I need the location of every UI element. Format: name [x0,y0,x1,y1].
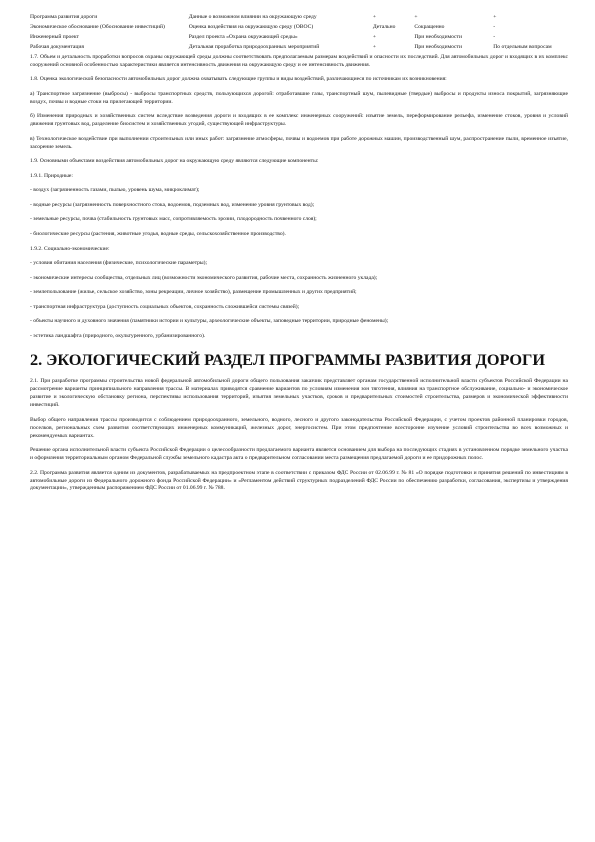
table-cell: + [372,33,376,40]
paragraph: в) Технологическое воздействие при выполнении строительных или иных работ: загрязнение атмосферы, почвы и водоемов при работе дорожных машин, производственный шум, распространение пыли, временное изъятие, засорение земель. [30,135,568,150]
paragraph: - условия обитания населения (физические, психологические параметры); [30,260,208,267]
paragraph: - объекты научного и духовного значения (памятники истории и культуры, археологические объекты, заповедные территории, природные феномены); [30,318,389,325]
table-row [30,14,568,24]
paragraph: - воздух (загрязненность газами, пылью, уровень шума, микроклимат); [30,187,200,194]
table-cell: Данные о возможном влиянии на окружающую среду [188,14,317,20]
table-cell: Раздел проекта «Охрана окружающей среды» [188,33,298,40]
paragraph: - водные ресурсы (загрязненность поверхностного стока, водоемов, подземных вод, изменение уровня грунтовых вод); [30,201,315,208]
table-cell: При необходимости [414,43,462,50]
paragraph: - землепользование (жилье, сельское хозяйство, зоны рекреации, личное хозяйство), размещение промышленных и других предприятий; [30,289,357,296]
table-cell: + [372,14,376,20]
paragraph: - биологические ресурсы (растения, животные угодья, водные среды, сельскохозяйственное производство). [30,231,286,237]
paragraph: 2.2. Программа развития является одним из документов, разрабатываемых на предпроектном этапе в соответствии с приказом ФДС России от 02.06.99 г. № 81 «О порядке подготовки и принятия решений по инвестициям в автомобильные дороги из Федерального дорожного фонда Российской Федерации» и «Регламентом действий структурных подразделений ФДС России по обеспечению разработки, согласования, экспертизы и утверждения документации», утвержденным распоряжением ФДС России от 01.06.99 г. № 788. [30,469,568,492]
paragraph: 1.8. Оценка экологической безопасности автомобильных дорог должна охватывать следующие группы и виды воздействий, различающиеся по источникам их возникновения: [30,76,447,83]
paragraph: Выбор общего направления трассы производится с соблюдением природоохранного, земельного, водного, лесного и другого законодательства Российской Федерации, с учетом проектов районной планировки городов, поселков, региональных схем развития соответствующих инженерных коммуникаций, железных дорог, энергосистем. При этом предпочтение всесторонне изучение условий строительства во всех возможных и рекомендуемых вариантах. [30,416,568,439]
stages-table-body [30,14,568,54]
table-row [30,44,568,54]
paragraph: Решение органа исполнительной власти субъекта Российской Федерации о целесообразности предлагаемого варианта является основанием для выбора на последующих стадиях в установленном порядке земельного участка и оформления территориальным органом Федеральной службы земельного кадастра акта о предварительном согласовании места размещения предлагаемой дороги и ее придорожных полос. [30,447,568,462]
table-cell: Сокращенно [414,23,445,30]
table-cell: Оценка воздействия на окружающую среду (ОВОС) [188,23,314,30]
paragraph: - земельные ресурсы, почва (стабильность грунтовых масс, сопротивляемость эрозии, плодородность почвенного слоя); [30,216,317,223]
table-cell: + [372,43,376,50]
table-row [30,34,568,44]
table-cell: По отдельным вопросам [493,43,552,50]
table-cell: Детально [372,23,396,30]
table-cell: + [493,14,497,20]
table-cell: + [414,14,418,20]
paragraph: б) Изменения природных и хозяйственных систем вследствие возведения дороги и входящих в ее комплекс инженерных сооружений: изъятие земель, переформирование рельефа, изменение стоков, уровня и условий движения грунтовых вод, разделение биосистем и хозяйственных угодий, существующей инфраструктуры. [30,113,568,128]
paragraph: - эстетика ландшафта (природного, окультуренного, урбанизированного). [30,332,206,339]
paragraph: - транспортная инфраструктура (доступность социальных объектов, сохранность сложившейся системы связей); [30,303,300,310]
table-cell: При необходимости [414,33,462,40]
stages-table [30,14,568,54]
table-cell: - [493,33,496,40]
section-2-paragraphs [30,378,568,493]
paragraph: 1.9.1. Природные: [30,172,73,179]
paragraph: 1.7. Объем и детальность проработки вопросов охраны окружающей среды должны соответствовать предполагаемым размерам воздействий и опасности их последствий. Для автомобильных дорог и входящих в их комплекс сооружений основной особенностью характеристики является интенсивность движения на окружающую среду и ее интенсивность движения. [30,53,568,68]
table-cell: Экономическое обоснование (Обоснование инвестиций) [30,23,165,30]
paragraph: 2.1. При разработке программы строительства новой федеральной автомобильной дороги общего пользования заказчик представляет органам государственной исполнительной власти субъектов Российской Федерации на рассмотрение варианты принципиального направления трассы. В материалах приводятся сравнение вариантов по условиям изменения зон тяготения, влияния на транспортное обслуживание, социально- и экономическое развитие и экологическую обстановку региона, перспективы использования территорий, изъятия земельных участков, сроков и предварительных стоимостей строительства, размеров и экономической эффективности инвестиций. [30,378,568,409]
paragraph: 1.9.2. Социально-экономические: [30,245,110,252]
table-cell: Программа развития дороги [30,14,98,20]
table-cell: Рабочая документация [30,43,84,50]
section-1-paragraphs [30,54,568,341]
paragraph: 1.9. Основными объектами воздействия автомобильных дорог на окружающую среду являются следующие компоненты: [30,158,319,165]
paragraph: а) Транспортное загрязнение (выбросы) - выбросы транспортных средств, пользующихся дорогой: отработавшие газы, транспортный шум, пылевидные (твердые) выбросы и продукты износа покрытий, загрязняющие воздух, почвы и водные стоки на прилегающей территории. [30,90,568,105]
table-row [30,24,568,34]
table-cell: - [493,23,496,30]
section-2-heading: 2. ЭКОЛОГИЧЕСКИЙ РАЗДЕЛ ПРОГРАММЫ РАЗВИТИЯ ДОРОГИ [30,349,546,369]
document-page [30,14,568,500]
table-cell: Детальная проработка природоохранных мероприятий [188,43,320,50]
table-cell: Инженерный проект [30,33,79,40]
paragraph: - экономические интересы сообщества, отдельных лиц (возможности экономического развития, рабочие места, сохранность жизненного уклада); [30,274,378,281]
